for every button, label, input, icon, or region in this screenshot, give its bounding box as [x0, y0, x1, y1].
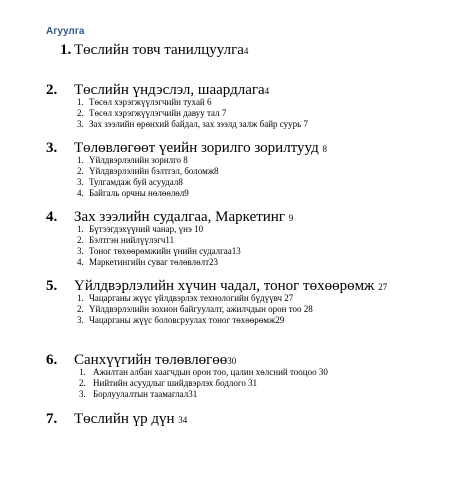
- subitem-text: Үйлдвэрлэлийн зохион байгуулалт, ажилчдын орон тоо 28: [89, 304, 313, 314]
- subitem-number: 2.: [79, 378, 86, 388]
- subitem-text: Борлуулалтын таамаглал31: [93, 389, 198, 399]
- subitem-text: Үйлдвэрлэлийн бэлтгэл, боломж8: [89, 166, 219, 176]
- section-number: 3.: [46, 140, 58, 156]
- subitem-number: 3.: [79, 389, 86, 399]
- subitem-text: Маркетингийн суваг төлөвлөлт23: [89, 257, 219, 267]
- subitem-text: Үйлдвэрлэлийн зорилго 8: [89, 155, 188, 165]
- section-title: Зах зээлийн судалгаа, Маркетинг: [74, 209, 285, 225]
- subitem-number: 1.: [77, 224, 84, 234]
- subitem-number: 4.: [77, 257, 84, 267]
- subitem-text: Нийтийн асуудлыг шийдвэрлэх бодлого 31: [93, 378, 258, 388]
- subitem-number: 1.: [77, 97, 84, 107]
- section-title: Төслийн үр дүн: [74, 411, 175, 427]
- subitem-number: 1.: [77, 155, 84, 165]
- section-page: 4: [264, 86, 270, 96]
- section-title: Төслийн товч танилцуулга: [74, 42, 244, 58]
- subitem-text: Байгаль орчны нөлөөлөл9: [89, 188, 189, 198]
- subitem-number: 3.: [77, 315, 84, 325]
- section-number: 2.: [46, 82, 58, 98]
- section-number: 1.: [60, 42, 72, 58]
- section-page: 30: [227, 356, 237, 366]
- subitem-number: 3.: [77, 246, 84, 256]
- subitem-number: 2.: [77, 108, 84, 118]
- subitem-text: Төсөл хэрэгжүүлэгчийн давуу тал 7: [89, 108, 227, 118]
- subitem-number: 3.: [77, 119, 84, 129]
- subitem-text: Зах зээлийн өрөнхий байдал, зах зээлд залж байр суурь 7: [89, 119, 308, 129]
- subitem-number: 2.: [77, 166, 84, 176]
- section-title-link[interactable]: [74, 42, 248, 59]
- subitem-number: 1.: [79, 367, 86, 377]
- section-title: Санхүүгийн төлөвлөгөө: [74, 352, 228, 368]
- toc-heading: Агуулга: [46, 26, 85, 37]
- section-number: 4.: [46, 209, 58, 225]
- subitem-number: 3.: [77, 177, 84, 187]
- section-number: 6.: [46, 352, 58, 368]
- section-page: 9: [288, 213, 294, 223]
- section-page: 4: [243, 46, 249, 56]
- section-page: 8: [322, 144, 327, 154]
- subitem-text: Тоног төхөөрөмжийн үнийн судалгаа13: [89, 246, 241, 256]
- section-title: Төлөвлөгөөт үеийн зорилго зорилтууд: [74, 140, 319, 156]
- subitem-text: Төсөл хэрэгжүүлэгчийн тухай 6: [89, 97, 212, 107]
- section-page: 34: [178, 415, 188, 425]
- section-title: Төслийн үндэслэл, шаардлага: [74, 82, 265, 98]
- section-number: 5.: [46, 278, 58, 294]
- section-number: 7.: [46, 411, 58, 427]
- section-page: 27: [378, 282, 388, 292]
- subitem-text: Тулгамдаж буй асуудал8: [89, 177, 183, 187]
- subitem-text: Чацарганы жүүс үйлдвэрлэх технологийн бүдүүвч 27: [89, 293, 294, 303]
- subitem-number: 2.: [77, 235, 84, 245]
- subitem-text: Бэлтгэн нийлүүлэгч11: [89, 235, 175, 245]
- subitem-number: 4.: [77, 188, 84, 198]
- subitem-text: Бүтээгдэхүүний чанар, үнэ 10: [89, 224, 204, 234]
- subitem-number: 2.: [77, 304, 84, 314]
- subitem-number: 1.: [77, 293, 84, 303]
- section-title: Үйлдвэрлэлийн хүчин чадал, тоног төхөөрөмж: [74, 278, 375, 294]
- subitem-text: Чацарганы жүүс боловсруулах тоног төхөөрөмж29: [89, 315, 285, 325]
- section-title-link[interactable]: [74, 411, 187, 428]
- subitem-text: Ажилтан албан хаагчдын орон тоо, цалин хөлсний тооцоо 30: [93, 367, 328, 377]
